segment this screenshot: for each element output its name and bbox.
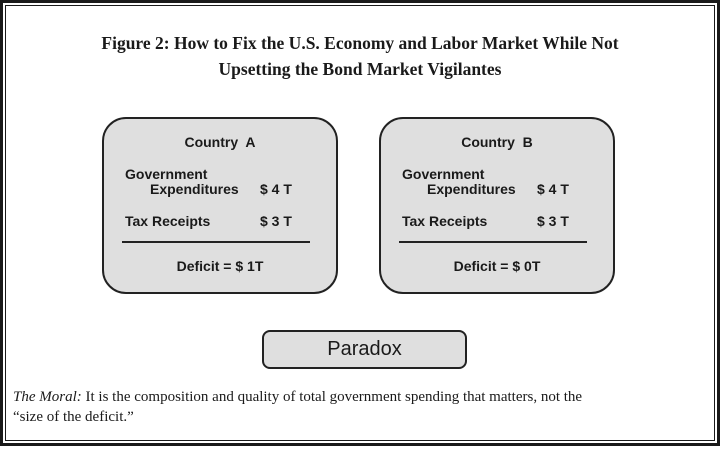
country-b-name: Country B [461,134,533,150]
moral-line1-rest: It is the composition and quality of total government spending that matters, not the [81,389,583,405]
country-b-tax-value: $ 3 T [537,213,569,229]
country-a-box [102,117,338,294]
country-b-box [379,117,615,294]
country-a-deficit: Deficit = $ 1T [176,258,264,274]
country-a-gov-label-line1: Government [125,166,208,182]
country-b-sum-line [399,241,587,243]
paradox-box [262,330,467,369]
country-b-gov-label-line2: Expenditures [427,181,516,197]
country-a-tax-value: $ 3 T [260,213,292,229]
figure-title-line1: Figure 2: How to Fix the U.S. Economy and Labor Market While Not [101,33,619,53]
country-a-gov-label-line2: Expenditures [150,181,239,197]
figure-title-line2: Upsetting the Bond Market Vigilantes [218,59,502,79]
figure-title [0,30,720,82]
paradox-label: Paradox [327,338,402,360]
country-b-gov-value: $ 4 T [537,181,569,197]
moral-text [13,387,711,427]
country-b-gov-label-line1: Government [402,166,485,182]
country-b-deficit: Deficit = $ 0T [453,258,541,274]
country-a-name: Country A [184,134,256,150]
country-a-gov-value: $ 4 T [260,181,292,197]
moral-line2: “size of the deficit.” [13,409,134,425]
country-a-sum-line [122,241,310,243]
country-a-tax-label: Tax Receipts [125,213,211,229]
country-b-tax-label: Tax Receipts [402,213,488,229]
moral-lead: The Moral: [13,389,82,405]
